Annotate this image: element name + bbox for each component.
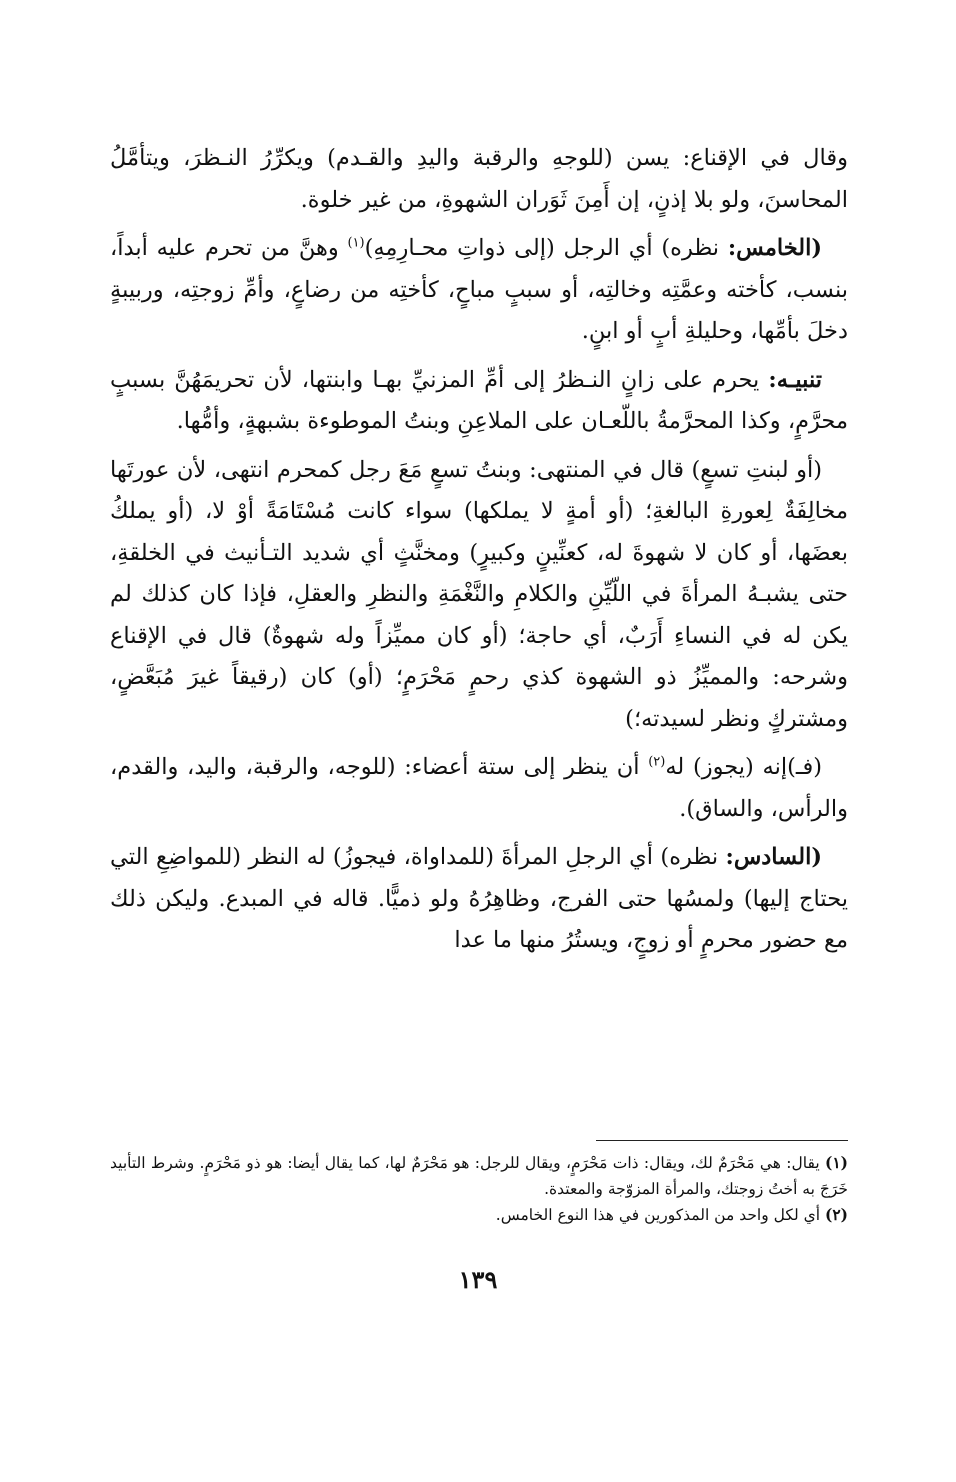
- footnote-2: [110, 1202, 848, 1228]
- footnote-number: (٢): [824, 1205, 848, 1224]
- paragraph-text: (أو لبنتِ تسعٍ) قال في المنتهى: وبنتُ تسعٍ مَعَ رجل كمحرم انتهى، لأن عورتَها مخالِفَةٌ لِعورةِ البالغةِ؛ (أو أمةٍ لا يملكها) سواء كانت مُسْتَامَةً أوْ لا، (أو يملكُ بعضَها، أو كان لا شهوةَ له، كعنِّينٍ وكبيرٍ) ومخنَّثٍ أي شديد التـأنيث في الخلقةِ، حتى يشبـهُ المرأةَ في اللّيِّنِ والكلامِ والنَّغْمَةِ والنظرِ والعقلِ، فإذا كان كذلك لم يكن له في النساءِ أَرَبٌ، أي حاجة؛ (أو كان مميِّزاً وله شهوةٌ) قال في الإقناع وشرحه: والمميِّزُ ذو الشهوة كذي رحمٍ مَحْرَمٍ؛ (أو) كان (رقيقاً غيرَ مُبَعَّضٍ، ومشتركٍ ونظر لسيدته؛): [110, 456, 848, 732]
- paragraph-text: نظره) أي الرجلِ المرأةَ (للمداواة، فيجوزُ) له النظر (للمواضِعِ التي يحتاج إليها) ولمسُها حتى الفرج، وظاهِرُهُ ولو ذميًّا. قاله في المبدع. وليكن ذلك مع حضور محرمٍ أو زوجٍ، ويستُرُ منها ما عدا: [110, 844, 848, 953]
- paragraph-text: نظره) أي الرجل (إلى ذواتِ محـارِمِهِ): [364, 235, 720, 261]
- paragraph-lead: (السادس:: [725, 844, 822, 870]
- footnote-1: [110, 1150, 848, 1202]
- paragraph-iqna: [110, 138, 848, 221]
- paragraph-text-tail: وهنَّ من تحرم عليه أبداً، بنسب، كأخته وعمَّتِه وخالتِه، أو سببٍ مباحٍ، كأختِه من رضاعٍ، وأمِّ زوجتِه، وربيبةٍ دخلَ بأمِّها، وحليلةِ أبٍ أو ابنٍ.: [110, 235, 848, 344]
- footnote-ref-1[interactable]: (١): [347, 235, 365, 251]
- footnote-ref-2[interactable]: (٢): [648, 754, 666, 770]
- paragraph-text: وقال في الإقناع: يسن (للوجهِ والرقبة واليدِ والقـدم) ويكرِّرُ النـظرَ، ويتأمَّلُ المحاسنَ، ولو بلا إذنٍ، إن أَمِنَ ثَوَران الشهوةِ، من غير خلوة.: [110, 145, 848, 213]
- paragraph-bint-tis: [110, 450, 848, 741]
- paragraph-text: (فـ)إنه (يجوز) له: [665, 754, 822, 780]
- paragraph-sadis: [110, 837, 848, 962]
- paragraph-text: يحرم على زانٍ النـظرُ إلى أمِّ المزنيِّ بهـا وابنتها، لأن تحريمَهُنَّ بسببٍ محرَّمٍ، وكذا المحرَّمةُ باللّعـان على الملاعِنِ وبنتُ الموطوءة بشبهةٍ، وأمُّها.: [110, 366, 848, 434]
- footnotes: [110, 1150, 848, 1228]
- page-number: ١٣٩: [458, 1265, 498, 1294]
- paragraph-lead: تنبيـه:: [768, 366, 822, 393]
- paragraph-yajuz: [110, 747, 848, 830]
- main-text: [110, 138, 848, 969]
- paragraph-khamis: [110, 228, 848, 353]
- footnote-text: أي لكل واحد من المذكورين في هذا النوع الخامس.: [495, 1206, 821, 1224]
- paragraph-tanbih: [110, 360, 848, 443]
- footnote-number: (١): [824, 1153, 848, 1172]
- paragraph-lead: (الخامس:: [727, 235, 823, 261]
- footnote-text: يقال: هي مَحْرَمٌ لك، ويقال: ذات مَحْرَمٍ، ويقال للرجل: هو مَحْرَمٌ لها، كما يقال أيضا: هو ذو مَحْرَمٍ. وشرط التأبيد خَرَجَ به أختُ زوجتك، والمرأة المزوّجة والمعتدة.: [110, 1154, 848, 1198]
- paragraph-text-tail: أن ينظر إلى ستة أعضاء: (للوجه، والرقبة، واليد، والقدم، والرأس، والساق).: [110, 754, 848, 822]
- footnote-divider: [596, 1140, 848, 1141]
